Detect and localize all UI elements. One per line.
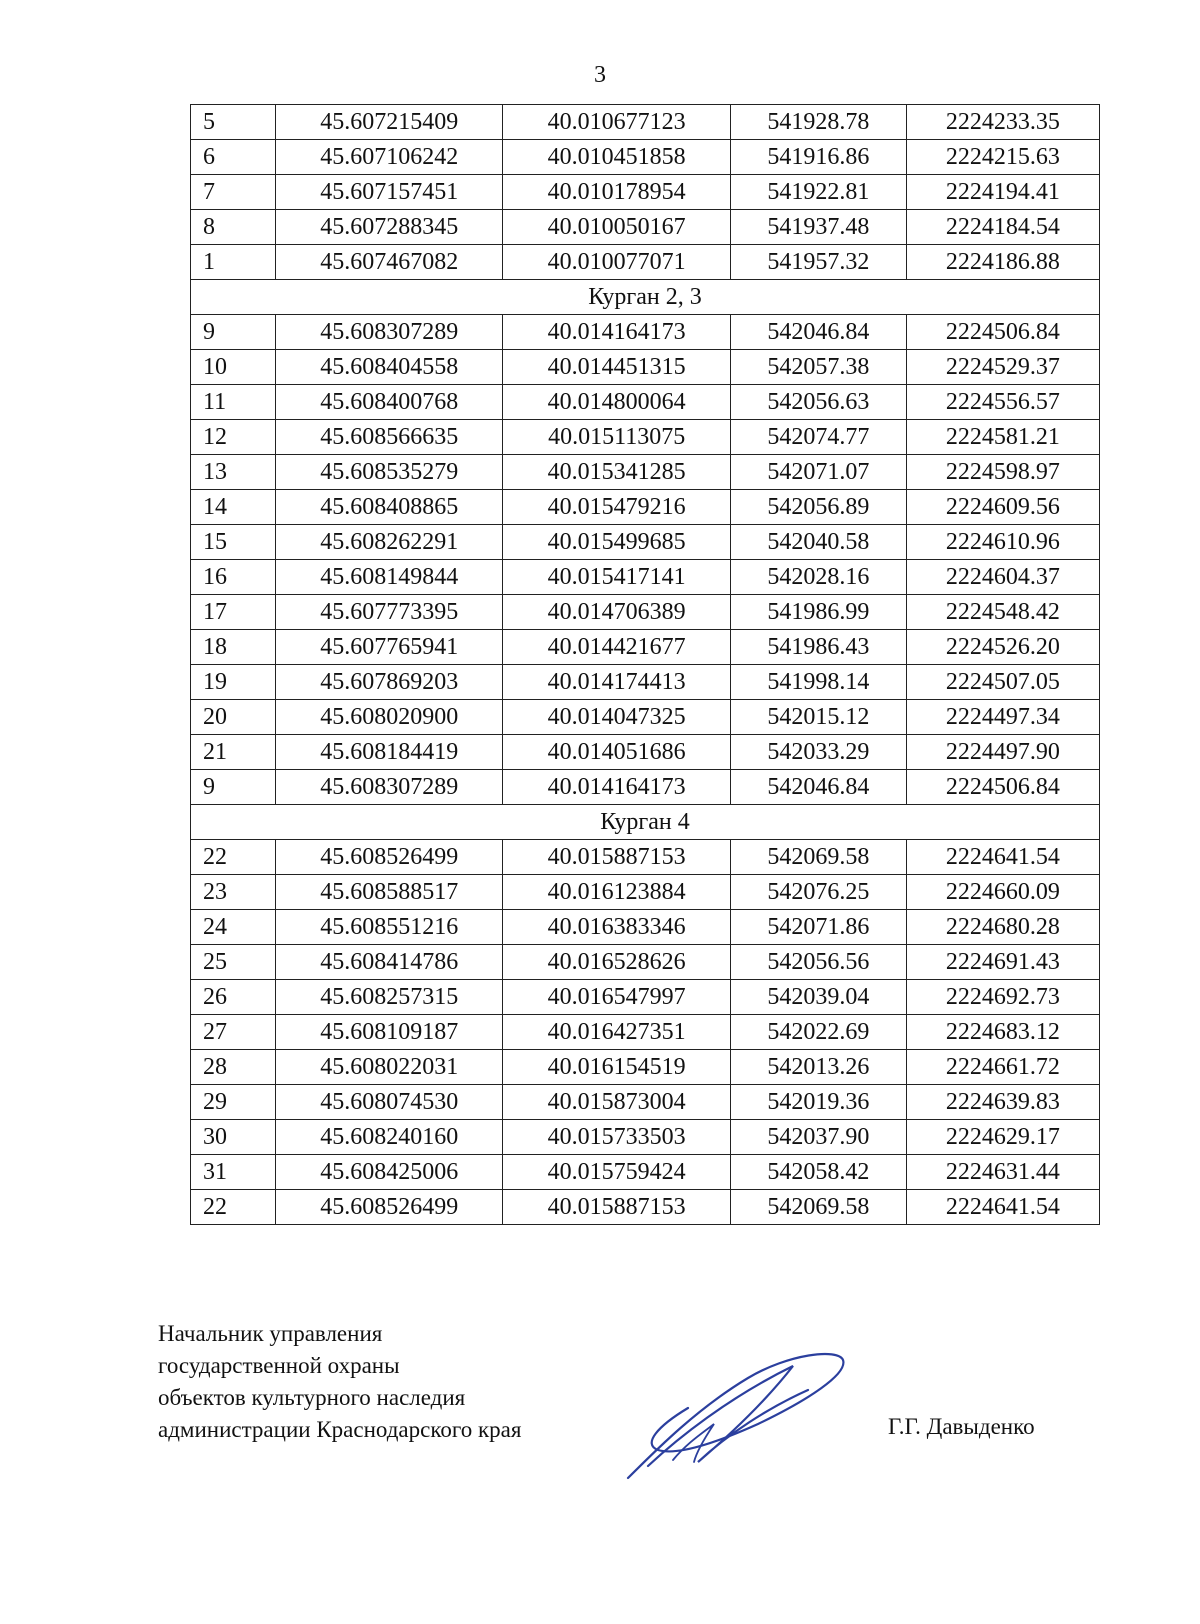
- latitude-cell: 45.608262291: [276, 525, 503, 560]
- x-coordinate-cell: 542037.90: [730, 1120, 906, 1155]
- latitude-cell: 45.608020900: [276, 700, 503, 735]
- x-coordinate-cell: 542028.16: [730, 560, 906, 595]
- latitude-cell: 45.608307289: [276, 315, 503, 350]
- point-number-cell: 22: [191, 1190, 276, 1225]
- table-row: [191, 1190, 1100, 1225]
- latitude-cell: 45.607157451: [276, 175, 503, 210]
- x-coordinate-cell: 542069.58: [730, 840, 906, 875]
- signatory-name: Г.Г. Давыденко: [888, 1414, 1035, 1439]
- latitude-cell: 45.608404558: [276, 350, 503, 385]
- longitude-cell: 40.014706389: [503, 595, 730, 630]
- point-number-cell: 13: [191, 455, 276, 490]
- x-coordinate-cell: 541986.43: [730, 630, 906, 665]
- signatory-title: [158, 1318, 521, 1446]
- longitude-cell: 40.016154519: [503, 1050, 730, 1085]
- signatory-title-line: администрации Краснодарского края: [158, 1417, 522, 1442]
- y-coordinate-cell: 2224233.35: [906, 105, 1099, 140]
- point-number-cell: 27: [191, 1015, 276, 1050]
- x-coordinate-cell: 542056.63: [730, 385, 906, 420]
- point-number-cell: 12: [191, 420, 276, 455]
- y-coordinate-cell: 2224497.90: [906, 735, 1099, 770]
- x-coordinate-cell: 542056.89: [730, 490, 906, 525]
- table-row: [191, 105, 1100, 140]
- point-number-cell: 9: [191, 770, 276, 805]
- section-heading-row: [191, 280, 1100, 315]
- point-number-cell: 21: [191, 735, 276, 770]
- x-coordinate-cell: 542069.58: [730, 1190, 906, 1225]
- coordinates-table: [190, 104, 1100, 1225]
- latitude-cell: 45.608022031: [276, 1050, 503, 1085]
- longitude-cell: 40.016547997: [503, 980, 730, 1015]
- table-row: [191, 700, 1100, 735]
- point-number-cell: 26: [191, 980, 276, 1015]
- x-coordinate-cell: 541986.99: [730, 595, 906, 630]
- y-coordinate-cell: 2224691.43: [906, 945, 1099, 980]
- point-number-cell: 5: [191, 105, 276, 140]
- longitude-cell: 40.014451315: [503, 350, 730, 385]
- x-coordinate-cell: 541916.86: [730, 140, 906, 175]
- y-coordinate-cell: 2224639.83: [906, 1085, 1099, 1120]
- point-number-cell: 29: [191, 1085, 276, 1120]
- table-row: [191, 1050, 1100, 1085]
- x-coordinate-cell: 542015.12: [730, 700, 906, 735]
- longitude-cell: 40.016427351: [503, 1015, 730, 1050]
- longitude-cell: 40.015873004: [503, 1085, 730, 1120]
- table-row: [191, 980, 1100, 1015]
- table-row: [191, 1085, 1100, 1120]
- table-row: [191, 630, 1100, 665]
- latitude-cell: 45.608074530: [276, 1085, 503, 1120]
- x-coordinate-cell: 541937.48: [730, 210, 906, 245]
- longitude-cell: 40.014047325: [503, 700, 730, 735]
- x-coordinate-cell: 542074.77: [730, 420, 906, 455]
- table-row: [191, 875, 1100, 910]
- table-row: [191, 385, 1100, 420]
- point-number-cell: 17: [191, 595, 276, 630]
- table-row: [191, 490, 1100, 525]
- longitude-cell: 40.015887153: [503, 1190, 730, 1225]
- latitude-cell: 45.608526499: [276, 840, 503, 875]
- y-coordinate-cell: 2224497.34: [906, 700, 1099, 735]
- x-coordinate-cell: 541928.78: [730, 105, 906, 140]
- table-row: [191, 840, 1100, 875]
- longitude-cell: 40.014800064: [503, 385, 730, 420]
- table-row: [191, 560, 1100, 595]
- point-number-cell: 19: [191, 665, 276, 700]
- latitude-cell: 45.607765941: [276, 630, 503, 665]
- point-number-cell: 10: [191, 350, 276, 385]
- longitude-cell: 40.014421677: [503, 630, 730, 665]
- latitude-cell: 45.608535279: [276, 455, 503, 490]
- longitude-cell: 40.015113075: [503, 420, 730, 455]
- x-coordinate-cell: 542046.84: [730, 770, 906, 805]
- point-number-cell: 1: [191, 245, 276, 280]
- y-coordinate-cell: 2224184.54: [906, 210, 1099, 245]
- point-number-cell: 11: [191, 385, 276, 420]
- x-coordinate-cell: 541957.32: [730, 245, 906, 280]
- y-coordinate-cell: 2224598.97: [906, 455, 1099, 490]
- y-coordinate-cell: 2224556.57: [906, 385, 1099, 420]
- table-row: [191, 175, 1100, 210]
- table-row: [191, 350, 1100, 385]
- latitude-cell: 45.608400768: [276, 385, 503, 420]
- longitude-cell: 40.010677123: [503, 105, 730, 140]
- y-coordinate-cell: 2224581.21: [906, 420, 1099, 455]
- point-number-cell: 31: [191, 1155, 276, 1190]
- x-coordinate-cell: 542057.38: [730, 350, 906, 385]
- point-number-cell: 24: [191, 910, 276, 945]
- table-row: [191, 1120, 1100, 1155]
- point-number-cell: 22: [191, 840, 276, 875]
- point-number-cell: 30: [191, 1120, 276, 1155]
- table-row: [191, 945, 1100, 980]
- point-number-cell: 16: [191, 560, 276, 595]
- latitude-cell: 45.608588517: [276, 875, 503, 910]
- latitude-cell: 45.607106242: [276, 140, 503, 175]
- y-coordinate-cell: 2224661.72: [906, 1050, 1099, 1085]
- point-number-cell: 9: [191, 315, 276, 350]
- longitude-cell: 40.016528626: [503, 945, 730, 980]
- latitude-cell: 45.607869203: [276, 665, 503, 700]
- table-row: [191, 210, 1100, 245]
- table-row: [191, 315, 1100, 350]
- table-row: [191, 910, 1100, 945]
- latitude-cell: 45.608566635: [276, 420, 503, 455]
- table-row: [191, 525, 1100, 560]
- table-row: [191, 595, 1100, 630]
- table-row: [191, 1015, 1100, 1050]
- longitude-cell: 40.015733503: [503, 1120, 730, 1155]
- x-coordinate-cell: 542019.36: [730, 1085, 906, 1120]
- section-heading: Курган 2, 3: [191, 280, 1100, 315]
- y-coordinate-cell: 2224610.96: [906, 525, 1099, 560]
- latitude-cell: 45.607773395: [276, 595, 503, 630]
- point-number-cell: 23: [191, 875, 276, 910]
- latitude-cell: 45.608425006: [276, 1155, 503, 1190]
- latitude-cell: 45.608408865: [276, 490, 503, 525]
- section-heading-row: [191, 805, 1100, 840]
- latitude-cell: 45.608184419: [276, 735, 503, 770]
- point-number-cell: 28: [191, 1050, 276, 1085]
- coordinates-table-body: [191, 105, 1100, 1225]
- point-number-cell: 7: [191, 175, 276, 210]
- x-coordinate-cell: 541922.81: [730, 175, 906, 210]
- table-row: [191, 245, 1100, 280]
- longitude-cell: 40.014164173: [503, 770, 730, 805]
- y-coordinate-cell: 2224631.44: [906, 1155, 1099, 1190]
- x-coordinate-cell: 542058.42: [730, 1155, 906, 1190]
- latitude-cell: 45.608149844: [276, 560, 503, 595]
- page-number: 3: [594, 62, 606, 88]
- table-row: [191, 420, 1100, 455]
- x-coordinate-cell: 541998.14: [730, 665, 906, 700]
- signatory-title-line: государственной охраны: [158, 1353, 400, 1378]
- table-row: [191, 455, 1100, 490]
- longitude-cell: 40.010451858: [503, 140, 730, 175]
- y-coordinate-cell: 2224680.28: [906, 910, 1099, 945]
- x-coordinate-cell: 542013.26: [730, 1050, 906, 1085]
- longitude-cell: 40.015499685: [503, 525, 730, 560]
- longitude-cell: 40.016123884: [503, 875, 730, 910]
- latitude-cell: 45.608551216: [276, 910, 503, 945]
- latitude-cell: 45.608109187: [276, 1015, 503, 1050]
- y-coordinate-cell: 2224186.88: [906, 245, 1099, 280]
- y-coordinate-cell: 2224641.54: [906, 840, 1099, 875]
- y-coordinate-cell: 2224194.41: [906, 175, 1099, 210]
- y-coordinate-cell: 2224609.56: [906, 490, 1099, 525]
- signatory-title-line: Начальник управления: [158, 1321, 383, 1346]
- longitude-cell: 40.014164173: [503, 315, 730, 350]
- point-number-cell: 18: [191, 630, 276, 665]
- point-number-cell: 8: [191, 210, 276, 245]
- y-coordinate-cell: 2224215.63: [906, 140, 1099, 175]
- y-coordinate-cell: 2224604.37: [906, 560, 1099, 595]
- longitude-cell: 40.010077071: [503, 245, 730, 280]
- latitude-cell: 45.608240160: [276, 1120, 503, 1155]
- handwritten-signature: [618, 1338, 858, 1488]
- point-number-cell: 20: [191, 700, 276, 735]
- longitude-cell: 40.015887153: [503, 840, 730, 875]
- y-coordinate-cell: 2224641.54: [906, 1190, 1099, 1225]
- x-coordinate-cell: 542046.84: [730, 315, 906, 350]
- latitude-cell: 45.607215409: [276, 105, 503, 140]
- y-coordinate-cell: 2224692.73: [906, 980, 1099, 1015]
- latitude-cell: 45.608257315: [276, 980, 503, 1015]
- point-number-cell: 6: [191, 140, 276, 175]
- longitude-cell: 40.010178954: [503, 175, 730, 210]
- point-number-cell: 15: [191, 525, 276, 560]
- x-coordinate-cell: 542022.69: [730, 1015, 906, 1050]
- longitude-cell: 40.014051686: [503, 735, 730, 770]
- table-row: [191, 1155, 1100, 1190]
- table-row: [191, 735, 1100, 770]
- x-coordinate-cell: 542056.56: [730, 945, 906, 980]
- y-coordinate-cell: 2224529.37: [906, 350, 1099, 385]
- x-coordinate-cell: 542076.25: [730, 875, 906, 910]
- y-coordinate-cell: 2224506.84: [906, 315, 1099, 350]
- table-row: [191, 140, 1100, 175]
- y-coordinate-cell: 2224526.20: [906, 630, 1099, 665]
- y-coordinate-cell: 2224660.09: [906, 875, 1099, 910]
- x-coordinate-cell: 542033.29: [730, 735, 906, 770]
- longitude-cell: 40.015341285: [503, 455, 730, 490]
- latitude-cell: 45.608526499: [276, 1190, 503, 1225]
- y-coordinate-cell: 2224506.84: [906, 770, 1099, 805]
- section-heading: Курган 4: [191, 805, 1100, 840]
- latitude-cell: 45.608307289: [276, 770, 503, 805]
- table-row: [191, 770, 1100, 805]
- point-number-cell: 25: [191, 945, 276, 980]
- longitude-cell: 40.016383346: [503, 910, 730, 945]
- signatory-title-line: объектов культурного наследия: [158, 1385, 466, 1410]
- table-row: [191, 665, 1100, 700]
- latitude-cell: 45.607288345: [276, 210, 503, 245]
- longitude-cell: 40.015759424: [503, 1155, 730, 1190]
- longitude-cell: 40.014174413: [503, 665, 730, 700]
- x-coordinate-cell: 542071.86: [730, 910, 906, 945]
- y-coordinate-cell: 2224683.12: [906, 1015, 1099, 1050]
- latitude-cell: 45.608414786: [276, 945, 503, 980]
- x-coordinate-cell: 542071.07: [730, 455, 906, 490]
- y-coordinate-cell: 2224548.42: [906, 595, 1099, 630]
- longitude-cell: 40.015479216: [503, 490, 730, 525]
- longitude-cell: 40.010050167: [503, 210, 730, 245]
- x-coordinate-cell: 542040.58: [730, 525, 906, 560]
- latitude-cell: 45.607467082: [276, 245, 503, 280]
- y-coordinate-cell: 2224629.17: [906, 1120, 1099, 1155]
- x-coordinate-cell: 542039.04: [730, 980, 906, 1015]
- point-number-cell: 14: [191, 490, 276, 525]
- longitude-cell: 40.015417141: [503, 560, 730, 595]
- y-coordinate-cell: 2224507.05: [906, 665, 1099, 700]
